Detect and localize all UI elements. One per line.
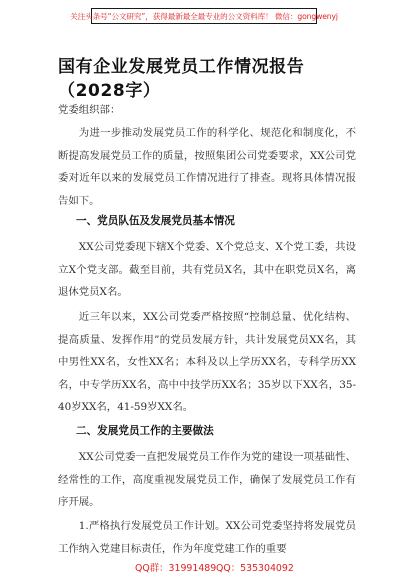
promo-banner: 关注头条号“公文研究”，获得最新最全最专业的公文资料库！ 微信：gongwenyj bbox=[91, 8, 317, 24]
qq-number: QQ：535304092 bbox=[216, 563, 294, 574]
section-1-paragraph-2: 近三年以来，XX公司党委严格按照“控制总量、优化结构、提高质量、发挥作用”的党员发展方针，共计发展党员XX名，其中男性XX名，女性XX名；本科及以上学历XX名，专科学历XX名，中专学历XX名，高中中技学历XX名；35岁以下XX名，35-40岁XX名，41-59岁XX名。 bbox=[58, 311, 356, 414]
contact-footer bbox=[0, 560, 408, 576]
section-2-paragraph-2: 1.严格执行发展党员工作计划。XX公司党委坚持将发展党员工作纳入党建目标责任，作为年度党建工作的重要 bbox=[58, 520, 356, 555]
intro-paragraph: 为进一步推动发展党员工作的科学化、规范化和制度化，不断提高发展党员工作的质量，按照集团公司党委要求，XX公司党委对近年以来的发展党员工作情况进行了排查。现将具体情况报告如下。 bbox=[58, 127, 356, 207]
qq-group-number: QQ群：31991489 bbox=[135, 563, 217, 574]
section-1-paragraph-1: XX公司党委现下辖X个党委、X个党总支、X个党工委，共设立X个党支部。截至目前，共有党员X名，其中在职党员X名，离退休党员X名。 bbox=[58, 241, 356, 299]
section-1-heading: 一、党员队伍及发展党员基本情况 bbox=[76, 215, 235, 227]
salutation: 党委组织部： bbox=[58, 104, 121, 116]
section-2-paragraph-1: XX公司党委一直把发展党员工作作为党的建设一项基础性、经常性的工作，高度重视发展党员工作，确保了发展党员工作有序开展。 bbox=[58, 451, 356, 509]
document-title: 国有企业发展党员工作情况报告（2028字） bbox=[58, 57, 305, 101]
section-2-heading: 二、发展党员工作的主要做法 bbox=[76, 425, 214, 437]
